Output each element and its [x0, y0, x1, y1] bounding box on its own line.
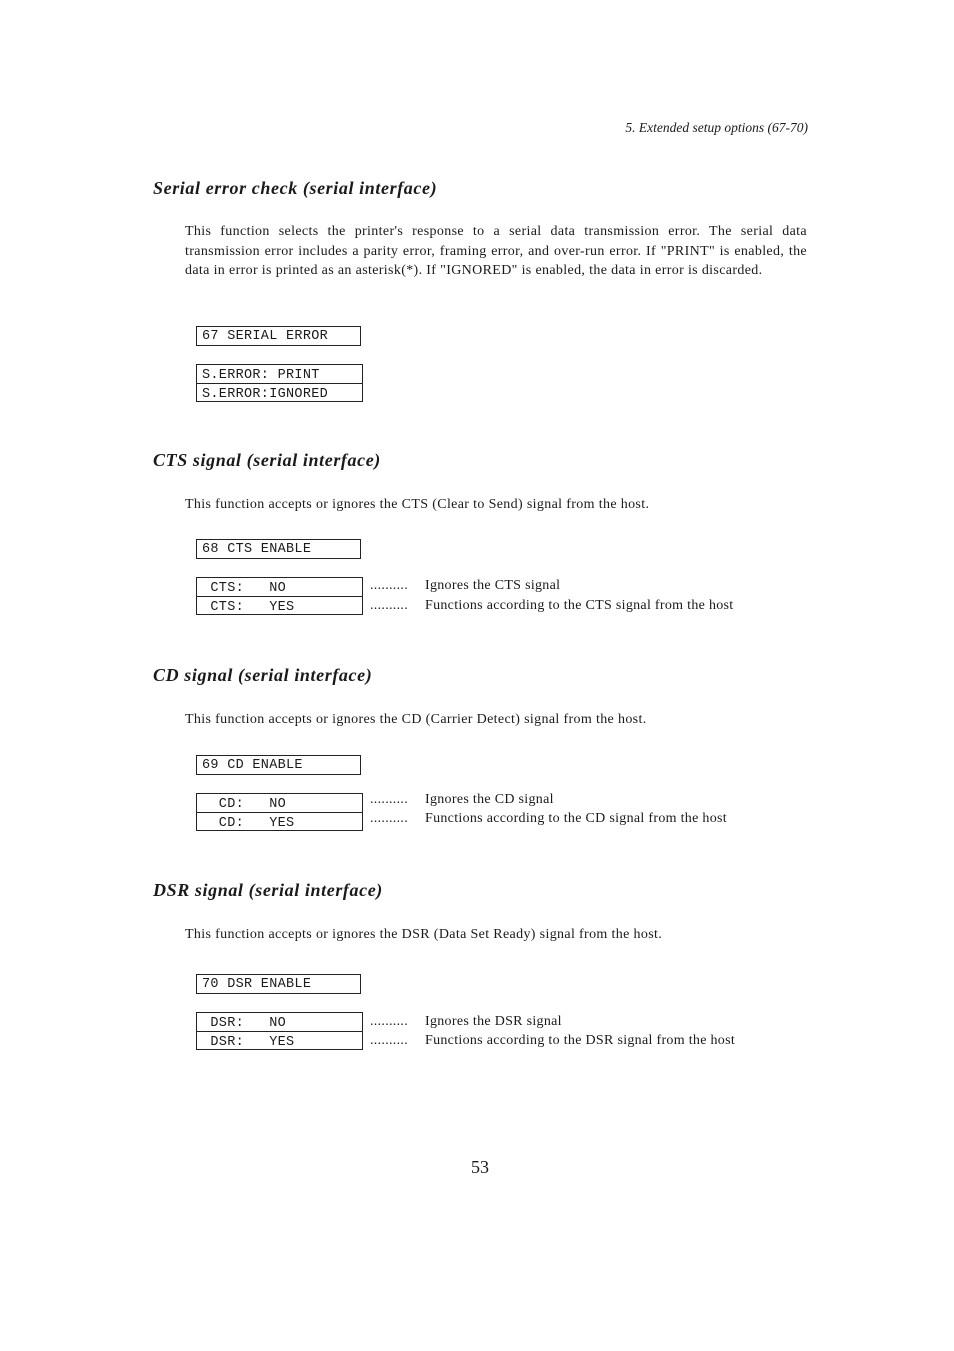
menu-box-cd: 69 CD ENABLE [196, 755, 361, 775]
option-description [370, 790, 554, 810]
option-description-text: Functions according to the CD signal from the host [425, 811, 727, 826]
option-description-text: Functions according to the DSR signal from the host [425, 1033, 736, 1048]
option-description-text: Ignores the CTS signal [425, 578, 561, 593]
option-box-cd [196, 793, 363, 831]
option-value: DSR: YES [197, 1031, 362, 1049]
section-body-cts: This function accepts or ignores the CTS (Clear to Send) signal from the host. [185, 497, 650, 512]
option-value: S.ERROR: PRINT [202, 368, 320, 383]
option-description [370, 576, 560, 596]
option-description [370, 596, 734, 616]
section-heading-cd: CD signal (serial interface) [153, 665, 373, 685]
section-heading-dsr: DSR signal (serial interface) [153, 880, 383, 900]
page-number: 53 [471, 1157, 489, 1177]
menu-box-cts: 68 CTS ENABLE [196, 539, 361, 559]
menu-box-serial-error: 67 SERIAL ERROR [196, 326, 361, 346]
option-value: CD: NO [202, 797, 287, 812]
menu-box-dsr: 70 DSR ENABLE [196, 974, 361, 994]
section-heading-serial-error: Serial error check (serial interface) [153, 178, 438, 198]
running-head: 5. Extended setup options (67-70) [625, 120, 808, 135]
option-value: CTS: NO [202, 581, 287, 596]
option-box-dsr [196, 1012, 363, 1050]
option-description [370, 1031, 735, 1051]
option-description [370, 809, 727, 829]
dot-leader: .......... [370, 578, 408, 593]
option-box-cts [196, 577, 363, 615]
dot-leader: .......... [370, 792, 408, 807]
option-description-text: Ignores the DSR signal [425, 1014, 562, 1029]
section-body-cd: This function accepts or ignores the CD (Carrier Detect) signal from the host. [185, 712, 647, 727]
dot-leader: .......... [370, 1033, 408, 1048]
option-value: CD: YES [197, 812, 362, 830]
dot-leader: .......... [370, 1014, 408, 1029]
option-description-text: Functions according to the CTS signal from the host [425, 598, 734, 613]
dot-leader: .......... [370, 598, 408, 613]
section-body-serial-error: This function selects the printer's response to a serial data transmission error. The serial data transmission error includes a parity error, framing error, and over-run error. If "PRINT" is enabled, the data in error is printed as an asterisk(*). If "IGNORED" is enabled, the data in error is discarded. [185, 224, 807, 278]
option-description [370, 1012, 562, 1032]
option-value: S.ERROR:IGNORED [197, 383, 362, 401]
dot-leader: .......... [370, 811, 408, 826]
option-value: CTS: YES [197, 596, 362, 614]
option-description-text: Ignores the CD signal [425, 792, 554, 807]
option-box-serial-error [196, 364, 363, 402]
option-value: DSR: NO [202, 1016, 287, 1031]
section-body-dsr: This function accepts or ignores the DSR (Data Set Ready) signal from the host. [185, 927, 663, 942]
section-heading-cts: CTS signal (serial interface) [153, 450, 381, 470]
